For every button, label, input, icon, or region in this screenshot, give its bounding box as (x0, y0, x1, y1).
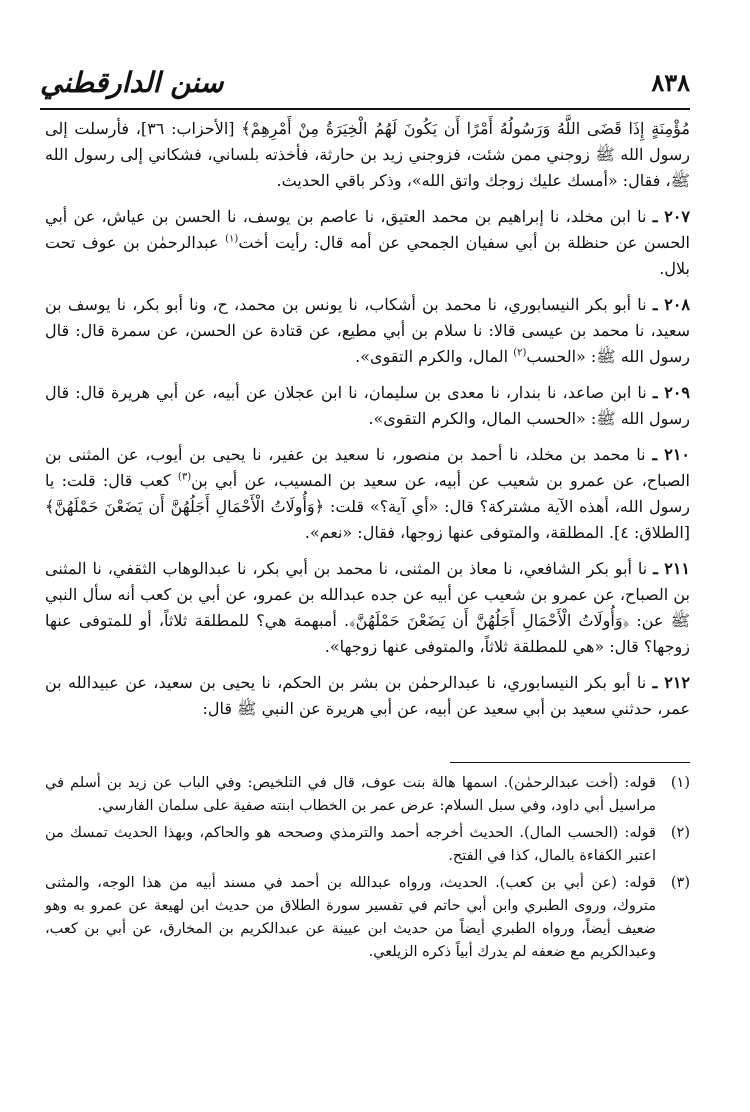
footnote-text: قوله: (عن أبي بن كعب). الحديث، ورواه عبدالله بن أحمد في مسند أبيه من هذا الوجه، والمثنى متروك، وروى الطبري وابن أبي حاتم في تفسير سورة الطلاق من حديث ابن لهيعة عن عمرو به وهو ضعيف أيضاً، ورواه الطبري أيضاً من حديث ابن عيينة عن عبدالكريم بن المخارق، عن أبي بن كعب، وعبدالكريم مع ضعفه لم يدرك أبياً ذكره الزيلعي. (45, 875, 656, 960)
footnote-marker[interactable]: (٣) (177, 471, 192, 483)
hadith-paragraph: ٢٠٧ ـ نا ابن مخلد، نا إبراهيم بن محمد العتيق، نا عاصم بن يوسف، نا الحسن بن عياش، عن أبي الحسن عن حنظلة بن أبي سفيان الجمحي عن أمه قال: رأيت أخت$^{(١)}$ عبدالرحمٰن بن عوف تحت بلال. (45, 207, 691, 278)
hadith-paragraph: ٢٠٨ ـ نا أبو بكر النيسابوري، نا محمد بن أشكاب، نا يونس بن محمد، ح، ونا أبو بكر، نا يوسف بن سعيد، نا محمد بن عيسى قالا: نا سلام بن أبي مطيع، عن قتادة عن الحسن، عن سمرة قال: قال رسول الله ﷺ: «الحسب$^{(٢)}$ المال، والكرم التقوى». (45, 295, 690, 366)
footnote (45, 772, 690, 818)
footnote (45, 872, 690, 964)
hadith-paragraph: ٢١٢ ـ نا أبو بكر النيسابوري، نا عبدالرحمٰن بن بشر بن الحكم، نا يحيى بن سعيد، عن عبيدالله بن عمر، حدثني سعيد بن أبي سعيد عن أبيه، عن أبي هريرة عن النبي ﷺ قال: (45, 673, 690, 718)
page-number: ٨٣٨ (651, 68, 690, 97)
page-header (40, 66, 690, 106)
footnote-number: (٢) (670, 825, 690, 841)
hadith-paragraph: ٢٠٩ ـ نا ابن صاعد، نا بندار، نا معدى بن سليمان، نا ابن عجلان عن أبيه، عن أبي هريرة قال: قال رسول الله ﷺ: «الحسب المال، والكرم التقوى». (45, 383, 690, 428)
hadith-paragraph: ٢١١ ـ نا أبو بكر الشافعي، نا معاذ بن المثنى، نا محمد بن أبي بكر، نا عبدالوهاب الثقفي، نا المثنى بن الصباح، عن عمرو بن شعيب عن أبيه عن جده عبدالله بن عمرو، عن أبي بن كعب أنه سأل النبي ﷺ عن: ﴿وَأُولَاتُ الْأَحْمَالِ أَجَلُهُنَّ أَن يَضَعْنَ حَمْلَهُنَّ﴾. أمبهمة هي؟ للمطلقة ثلاثاً، أو للمتوفى عنها زوجها؟ قال: «هي للمطلقة ثلاثاً، والمتوفى عنها زوجها». (45, 559, 691, 656)
hadith-paragraph: ٢١٠ ـ نا محمد بن مخلد، نا أحمد بن منصور، نا سعيد بن عفير، نا يحيى بن أيوب، عن المثنى بن الصباح، عن عمرو بن شعيب عن أبيه، عن سعيد بن المسيب، عن أبي بن$^{(٣)}$ كعب قال: قلت: يا رسول الله، أهذه الآية مشتركة؟ قال: «أي آية؟» قلت: ﴿وَأُولَاتُ الْأَحْمَالِ أَجَلُهُنَّ أَن يَضَعْنَ حَمْلَهُنَّ﴾ [الطلاق: ٤]. المطلقة، والمتوفى عنها زوجها، فقال: «نعم». (45, 445, 691, 542)
footnote-text: قوله: (أخت عبدالرحمٰن). اسمها هالة بنت عوف، قال في التلخيص: وفي الباب عن زيد بن أسلم في مراسيل أبي داود، وفي سبل السلام: عرض عمر بن الخطاب ابنته صفية على سلمان الفارسي. (45, 775, 656, 814)
footnote-marker[interactable]: (٢) (513, 347, 527, 359)
footnote-number: (٣) (670, 875, 690, 891)
hadith-paragraph: مُؤْمِنَةٍ إِذَا قَضَى اللَّهُ وَرَسُولُهُ أَمْرًا أَن يَكُونَ لَهُمُ الْخِيَرَةُ مِنْ أَمْرِهِمْ﴾ [الأحزاب: ٣٦]، فأرسلت إلى رسول الله ﷺ زوجني ممن شئت، فزوجني زيد بن حارثة، فأخذته بلساني، فشكاني إلى رسول الله ﷺ، فقال: «أمسك عليك زوجك واتق الله»، وذكر باقي الحديث. (45, 119, 691, 190)
footnote-text: قوله: (الحسب المال). الحديث أخرجه أحمد والترمذي وصححه هو والحاكم، وبهذا الحديث تمسك من اعتبر الكفاءة بالمال، كذا في الفتح. (45, 825, 656, 864)
header-divider (40, 108, 690, 110)
footnote-marker[interactable]: (١) (225, 233, 239, 245)
footnote (45, 822, 690, 868)
footnote-divider (450, 762, 690, 763)
main-text (45, 116, 690, 732)
footnote-number: (١) (670, 775, 690, 791)
footnotes (45, 772, 690, 968)
book-title: سنن الدارقطني (40, 66, 224, 99)
